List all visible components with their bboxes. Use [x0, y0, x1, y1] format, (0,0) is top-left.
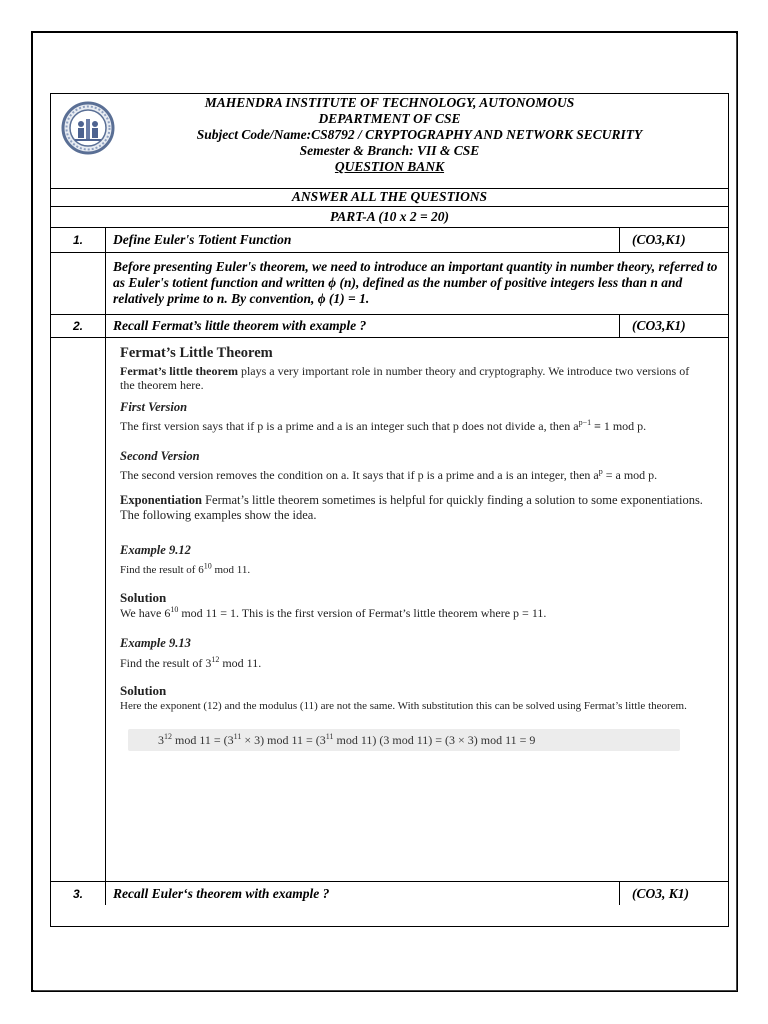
- equation-strip: [128, 729, 680, 751]
- question-row: [51, 882, 728, 905]
- question-row: [51, 315, 728, 338]
- subject-line: Subject Code/Name:CS8792 / CRYPTOGRAPHY AND NETWORK SECURITY: [196, 127, 643, 142]
- question-bank-table: [50, 93, 729, 927]
- scanned-answer: [106, 338, 728, 881]
- first-text-1: The first version says that if p is a prime and a is an integer such that p does not divide a, then a: [120, 419, 579, 433]
- intro-bold: Fermat’s little theorem: [120, 364, 238, 378]
- eq-part: mod 11 = (3: [172, 733, 234, 747]
- first-text-2: ≡ 1 mod p.: [591, 419, 647, 433]
- answer-row: [51, 338, 728, 882]
- institute-name: MAHENDRA INSTITUTE OF TECHNOLOGY, AUTONOMOUS: [204, 95, 575, 110]
- ex1-b: mod 11.: [211, 564, 251, 576]
- ex1-sup: 10: [203, 561, 212, 571]
- instruction-band: ANSWER ALL THE QUESTIONS: [51, 189, 728, 207]
- expo-bold: Exponentiation: [120, 493, 202, 507]
- answer-text: Before presenting Euler's theorem, we need to introduce an important quantity in number theory, referred to as Euler's totient function and written ϕ (n), defined as the number of positive integers less than n and relatively prime to n. By convention, ϕ (1) = 1.: [113, 259, 718, 306]
- ex2-a: Find the result of 3: [120, 656, 212, 670]
- solution-text: [120, 606, 704, 620]
- part-band: PART-A (10 x 2 = 20): [51, 207, 728, 228]
- question-row: [51, 228, 728, 253]
- answer-number-cell: [51, 338, 106, 881]
- ex1-a: Find the result of 6: [120, 564, 204, 576]
- second-sup: p: [598, 467, 603, 476]
- example-title: Example 9.13: [120, 636, 191, 650]
- department-name: DEPARTMENT OF CSE: [318, 111, 461, 126]
- intro-paragraph: [120, 364, 704, 392]
- first-version-title: First Version: [120, 400, 188, 414]
- solution-label: Solution: [120, 590, 167, 605]
- question-number: 1.: [51, 228, 106, 252]
- question-number: 3.: [51, 882, 106, 905]
- expo-rest: Fermat’s little theorem sometimes is helpful for quickly finding a solution to some exponentiations. The following examples show the idea.: [120, 493, 703, 522]
- question-text: Recall Fermat’s little theorem with example ?: [106, 315, 620, 337]
- eq-part: 3: [158, 733, 164, 747]
- eq-sup: 12: [164, 732, 172, 741]
- eq-part: × 3) mod 11 = (3: [241, 733, 326, 747]
- question-number: 2.: [51, 315, 106, 337]
- ex2-b: mod 11.: [219, 656, 262, 670]
- sol1-sup: 10: [170, 605, 179, 614]
- course-outcome: (CO3,K1): [632, 318, 686, 333]
- first-sup: p−1: [578, 418, 592, 427]
- answer-row: [51, 253, 728, 315]
- eq-sup: 11: [325, 732, 334, 741]
- second-text-1: The second version removes the condition on a. It says that if p is a prime and a is an integer, then a: [120, 468, 599, 482]
- section-heading: Fermat’s Little Theorem: [120, 345, 273, 361]
- course-outcome: (CO3, K1): [632, 885, 689, 901]
- course-outcome: (CO3,K1): [632, 232, 686, 247]
- first-version-text: [120, 419, 704, 433]
- example-text: [120, 563, 704, 577]
- eq-sup: 11: [233, 732, 242, 741]
- institute-logo: [61, 101, 115, 155]
- question-text: Recall Euler‘s theorem with example ?: [106, 882, 620, 905]
- document-header: [51, 94, 728, 189]
- second-text-2: = a mod p.: [602, 468, 658, 482]
- doc-type: QUESTION BANK: [334, 159, 445, 174]
- answer-number-cell: [51, 253, 106, 314]
- sol1-b: mod 11 = 1. This is the first version of Fermat’s little theorem where p = 11.: [178, 606, 547, 620]
- question-text: Define Euler's Totient Function: [106, 228, 620, 252]
- sol1-a: We have 6: [120, 606, 171, 620]
- example-title: Example 9.12: [120, 543, 191, 557]
- second-version-title: Second Version: [120, 449, 200, 463]
- intro-rest: plays a very important role in number theory and cryptography. We introduce two versions of the theorem here.: [120, 364, 690, 392]
- exponentiation-paragraph: [120, 493, 704, 523]
- semester-line: Semester & Branch: VII & CSE: [299, 143, 480, 158]
- solution-label: Solution: [120, 683, 167, 698]
- solution-text: Here the exponent (12) and the modulus (11) are not the same. With substitution this can be solved using Fermat’s little theorem.: [120, 700, 687, 712]
- example-text: [120, 656, 704, 670]
- ex2-sup: 12: [211, 655, 220, 664]
- second-version-text: [120, 468, 704, 482]
- eq-part: mod 11) (3 mod 11) = (3 × 3) mod 11 = 9: [333, 733, 536, 747]
